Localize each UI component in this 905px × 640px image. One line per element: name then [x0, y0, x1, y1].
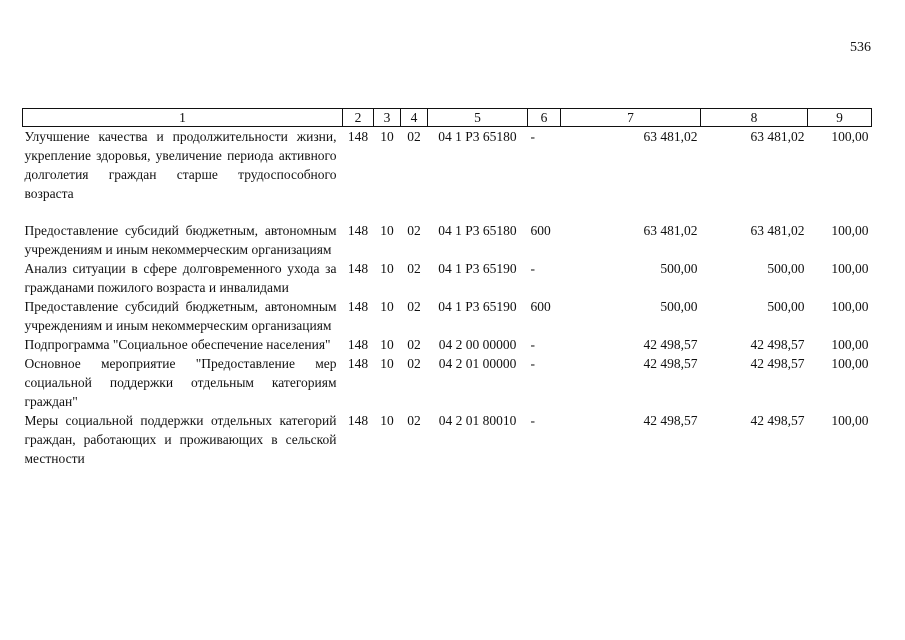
ministry-code: 148	[347, 337, 369, 352]
expense-type-code: -	[530, 337, 535, 352]
column-header: 5	[428, 109, 528, 127]
expense-name: Предоставление субсидий бюджетным, автономным учреждениям и иным некоммерческим организациям	[24, 299, 337, 333]
subsection-code: 02	[407, 356, 421, 371]
subsection-code: 02	[407, 261, 421, 276]
section-code: 10	[380, 261, 394, 276]
execution-percent: 100,00	[831, 223, 869, 238]
target-article-code: 04 1 P3 65180	[438, 129, 517, 144]
expense-name: Подпрограмма "Социальное обеспечение населения"	[24, 337, 331, 352]
target-article-code: 04 1 P3 65190	[438, 261, 517, 276]
section-code: 10	[380, 413, 394, 428]
page-number: 536	[850, 40, 871, 55]
section-code: 10	[380, 223, 394, 238]
actual-amount: 42 498,57	[750, 356, 805, 371]
expense-name: Меры социальной поддержки отдельных категорий граждан, работающих и проживающих в сельской местности	[24, 413, 337, 466]
column-header: 9	[808, 109, 872, 127]
expense-name: Улучшение качества и продолжительности жизни, укрепление здоровья, увеличение периода активного долголетия граждан старше трудоспособного возраста	[24, 129, 337, 201]
expense-type-code: 600	[530, 223, 551, 238]
ministry-code: 148	[347, 356, 369, 371]
column-header: 6	[528, 109, 561, 127]
section-code: 10	[380, 356, 394, 371]
expense-type-code: -	[530, 413, 535, 428]
ministry-code: 148	[347, 413, 369, 428]
target-article-code: 04 2 01 80010	[438, 413, 517, 428]
actual-amount: 500,00	[767, 261, 805, 276]
actual-amount: 63 481,02	[750, 129, 805, 144]
plan-amount: 42 498,57	[643, 356, 698, 371]
column-header: 2	[343, 109, 374, 127]
target-article-code: 04 1 P3 65190	[438, 299, 517, 314]
plan-amount: 42 498,57	[643, 413, 698, 428]
expense-name: Предоставление субсидий бюджетным, автономным учреждениям и иным некоммерческим организациям	[24, 223, 337, 257]
budget-table	[22, 108, 872, 468]
ministry-code: 148	[347, 261, 369, 276]
plan-amount: 63 481,02	[643, 223, 698, 238]
execution-percent: 100,00	[831, 337, 869, 352]
column-header: 7	[561, 109, 701, 127]
ministry-code: 148	[347, 223, 369, 238]
subsection-code: 02	[407, 223, 421, 238]
section-code: 10	[380, 337, 394, 352]
table-row	[23, 221, 872, 259]
expense-name: Анализ ситуации в сфере долговременного ухода за гражданами пожилого возраста и инвалидами	[24, 261, 337, 295]
plan-amount: 500,00	[660, 299, 698, 314]
execution-percent: 100,00	[831, 356, 869, 371]
column-header: 1	[23, 109, 343, 127]
actual-amount: 500,00	[767, 299, 805, 314]
expense-type-code: 600	[530, 299, 551, 314]
ministry-code: 148	[347, 129, 369, 144]
execution-percent: 100,00	[831, 299, 869, 314]
execution-percent: 100,00	[831, 261, 869, 276]
actual-amount: 42 498,57	[750, 337, 805, 352]
execution-percent: 100,00	[831, 413, 869, 428]
subsection-code: 02	[407, 299, 421, 314]
column-header: 8	[701, 109, 808, 127]
column-header: 3	[374, 109, 401, 127]
table-row	[23, 297, 872, 335]
plan-amount: 500,00	[660, 261, 698, 276]
expense-name: Основное мероприятие "Предоставление мер социальной поддержки отдельным категориям граждан"	[24, 356, 337, 409]
table-row	[23, 411, 872, 468]
ministry-code: 148	[347, 299, 369, 314]
plan-amount: 63 481,02	[643, 129, 698, 144]
table-row	[23, 127, 872, 222]
expense-type-code: -	[530, 356, 535, 371]
actual-amount: 63 481,02	[750, 223, 805, 238]
column-header: 4	[401, 109, 428, 127]
target-article-code: 04 1 P3 65180	[438, 223, 517, 238]
column-number-header	[23, 109, 872, 127]
table-row	[23, 259, 872, 297]
target-article-code: 04 2 01 00000	[438, 356, 517, 371]
section-code: 10	[380, 129, 394, 144]
subsection-code: 02	[407, 413, 421, 428]
subsection-code: 02	[407, 337, 421, 352]
execution-percent: 100,00	[831, 129, 869, 144]
section-code: 10	[380, 299, 394, 314]
plan-amount: 42 498,57	[643, 337, 698, 352]
target-article-code: 04 2 00 00000	[438, 337, 517, 352]
table-row	[23, 335, 872, 354]
expense-type-code: -	[530, 129, 535, 144]
table-row	[23, 354, 872, 411]
subsection-code: 02	[407, 129, 421, 144]
expense-type-code: -	[530, 261, 535, 276]
actual-amount: 42 498,57	[750, 413, 805, 428]
